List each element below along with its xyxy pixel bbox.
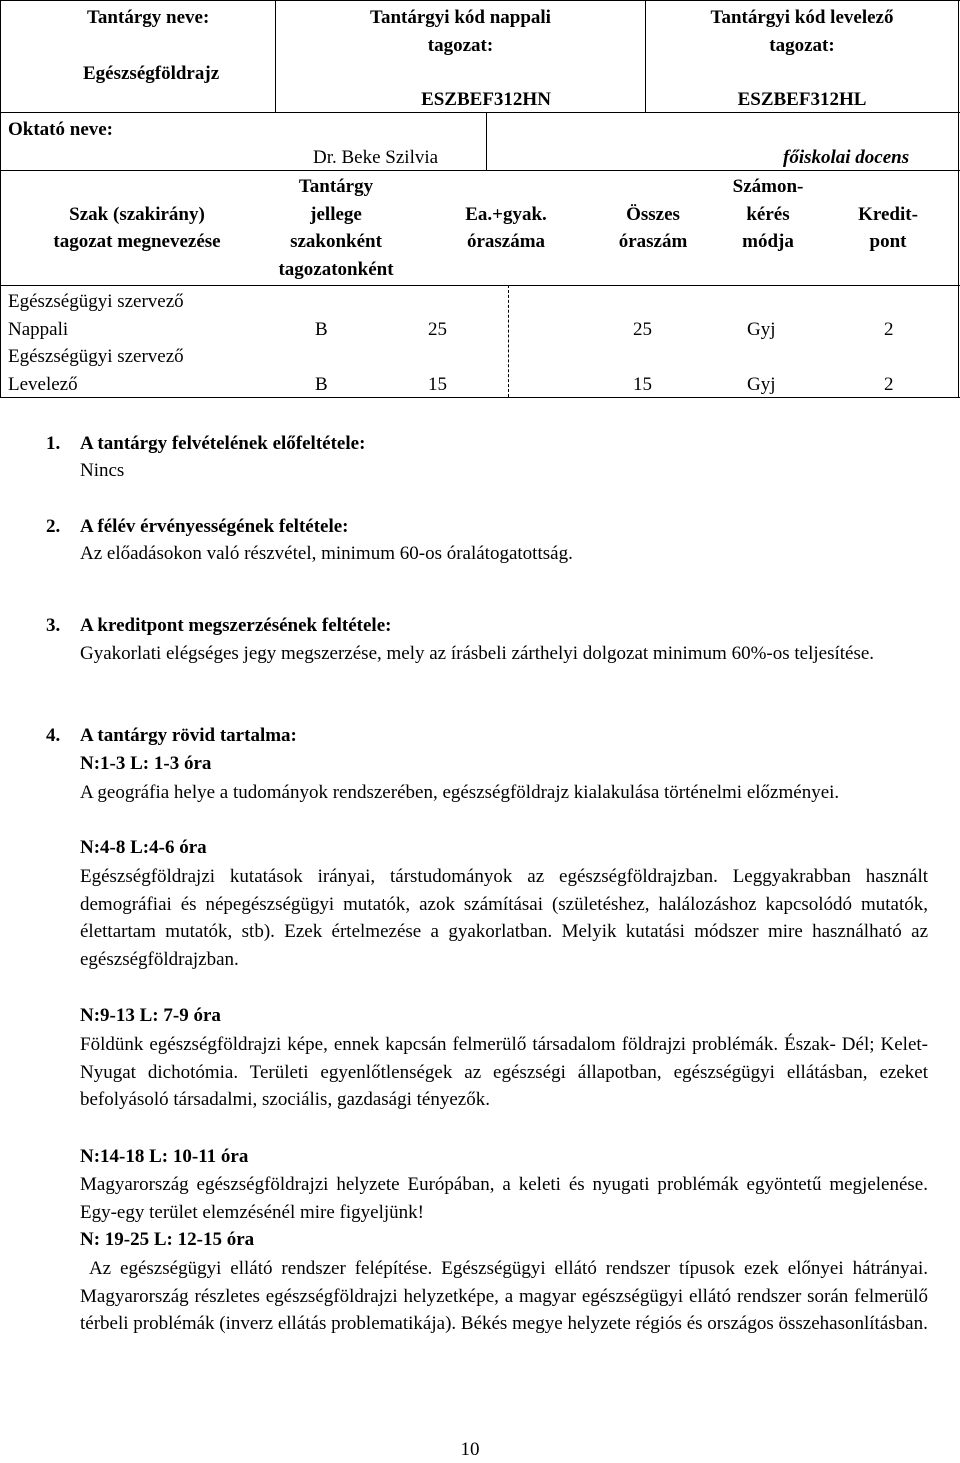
instructor-label: Oktató neve:	[8, 119, 114, 140]
section-text: Nincs	[80, 460, 125, 481]
section-title: A tantárgy felvételének előfeltétele:	[80, 433, 366, 454]
row-mode: Nappali	[8, 319, 69, 340]
content-text: Magyarország egészségföldrajzi helyzete Európában, a keleti és nyugati problémák egyöntetű megjelenése. Egy-egy terület elemzésénél mire figyeljünk!	[80, 1174, 928, 1223]
section-text: Az előadásokon való részvétel, minimum 60-os óralátogatottság.	[80, 543, 573, 564]
content-text: A geográfia helye a tudományok rendszerében, egészségföldrajz kialakulása történelmi előzményei.	[80, 782, 840, 803]
instructor-title: főiskolai docens	[783, 147, 910, 168]
subject-name: Egészségföldrajz	[83, 63, 220, 84]
section-number: 1.	[46, 433, 61, 454]
section-title: A kreditpont megszerzésének feltétele:	[80, 615, 392, 636]
correspondence-code-label: Tantárgyi kód levelező	[710, 7, 894, 28]
content-range: N:4-8 L:4-6 óra	[80, 837, 207, 858]
col-type-2: jellege	[310, 204, 362, 225]
col-credit-2: pont	[869, 231, 907, 252]
col-exam-1: Számon-	[732, 176, 804, 197]
col-type-1: Tantárgy	[298, 176, 374, 197]
content-text: Az egészségügyi ellátó rendszer felépítése. Egészségügyi ellátó rendszer típusok ezek előnyei hátrányai. Magyarország részletes egészségföldrajzi helyzetképe, a magyar egészségügyi ellátó rendszer során felmerülő térbeli problémák (inverz ellátás problematikája). Békés megye helyzete régiós és országos összehasonlításban.	[80, 1258, 933, 1334]
section-title: A tantárgy rövid tartalma:	[80, 725, 297, 746]
col-type-4: tagozatonként	[278, 259, 394, 280]
col-total-1: Összes	[626, 204, 680, 225]
col-hours-1: Ea.+gyak.	[465, 204, 547, 225]
content-text: Egészségföldrajzi kutatások irányai, társtudományok az egészségföldrajzban. Leggyakrabban használt demográfiai és népegészségügyi mutatók, azok számításai (születéshez, halálozáshoz kapcsolódó mutatók, élettartam mutatók, stb). Ezek értelmezése a gyakorlatban. Melyik kutatási módszer mire használható az egészségföldrajzban.	[80, 866, 928, 970]
section-title: A félév érvényességének feltétele:	[80, 516, 349, 537]
correspondence-code: ESZBEF312HL	[737, 89, 867, 110]
instructor-name: Dr. Beke Szilvia	[313, 147, 439, 168]
content-range: N: 19-25 L: 12-15 óra	[80, 1229, 255, 1250]
day-code: ESZBEF312HN	[421, 89, 551, 110]
col-program-2: tagozat megnevezése	[53, 231, 221, 252]
col-exam-2: kérés	[746, 204, 790, 225]
col-credit-1: Kredit-	[858, 204, 918, 225]
row-credit: 2	[884, 319, 894, 340]
col-hours-2: óraszáma	[466, 231, 546, 252]
day-code-label: Tantárgyi kód nappali	[370, 7, 551, 28]
correspondence-code-label-tagozat: tagozat:	[769, 35, 835, 56]
content-text: Földünk egészségföldrajzi képe, ennek kapcsán felmerülő társadalom földrajzi problémák. Észak- Dél; Kelet-Nyugat dichotómia. Területi egyenlőtlenségek az egészségi állapotban, egészségügyi ellátásban, ezeket befolyásoló társadalmi, szociális, gazdasági tényezők.	[80, 1034, 928, 1110]
section-number: 3.	[46, 615, 61, 636]
row-total: 15	[633, 374, 652, 395]
content-range: N:1-3 L: 1-3 óra	[80, 753, 212, 774]
col-exam-3: módja	[742, 231, 794, 252]
row-total: 25	[633, 319, 652, 340]
col-program-1: Szak (szakirány)	[69, 204, 205, 225]
row-exam: Gyj	[747, 319, 776, 340]
section-number: 2.	[46, 516, 61, 537]
row-hours: 15	[428, 374, 447, 395]
section-number: 4.	[46, 725, 61, 746]
row-mode: Levelező	[8, 374, 78, 395]
row-credit: 2	[884, 374, 894, 395]
content-range: N:14-18 L: 10-11 óra	[80, 1146, 249, 1167]
section-text: Gyakorlati elégséges jegy megszerzése, mely az írásbeli zárthelyi dolgozat minimum 60%-os teljesítése.	[80, 643, 875, 664]
page-number: 10	[460, 1439, 480, 1460]
subject-name-label: Tantárgy neve:	[87, 7, 210, 28]
row-type: B	[315, 374, 328, 395]
col-type-3: szakonként	[290, 231, 382, 252]
col-total-2: óraszám	[618, 231, 688, 252]
row-hours: 25	[428, 319, 447, 340]
row-exam: Gyj	[747, 374, 776, 395]
day-code-label-tagozat: tagozat:	[427, 35, 494, 56]
row-program: Egészségügyi szervező	[8, 291, 184, 312]
content-range: N:9-13 L: 7-9 óra	[80, 1005, 221, 1026]
row-program: Egészségügyi szervező	[8, 346, 184, 367]
row-type: B	[315, 319, 328, 340]
